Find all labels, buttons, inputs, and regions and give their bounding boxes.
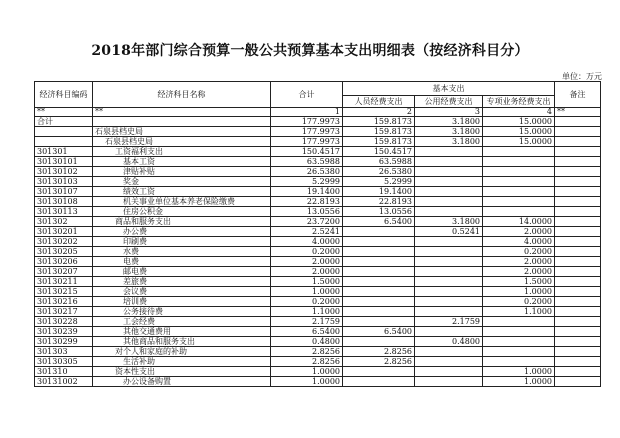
public-cell xyxy=(415,297,483,307)
table-row xyxy=(35,287,601,297)
header-basic: 基本支出 xyxy=(343,82,555,96)
personnel-cell xyxy=(343,367,415,377)
total-cell: 4.0000 xyxy=(271,237,343,247)
code-cell xyxy=(35,137,93,147)
name-cell: 石泉县档史局 xyxy=(93,127,271,137)
public-cell xyxy=(415,187,483,197)
note-cell xyxy=(555,167,601,177)
note-cell xyxy=(555,207,601,217)
note-cell xyxy=(555,307,601,317)
public-cell xyxy=(415,247,483,257)
total-cell: 63.5988 xyxy=(271,157,343,167)
personnel-cell xyxy=(343,227,415,237)
note-cell xyxy=(555,337,601,347)
public-cell xyxy=(415,237,483,247)
special-cell xyxy=(483,347,555,357)
name-cell: 津贴补贴 xyxy=(93,167,271,177)
table-row xyxy=(35,217,601,227)
personnel-cell xyxy=(343,317,415,327)
total-cell: 2.0000 xyxy=(271,267,343,277)
personnel-cell xyxy=(343,257,415,267)
special-cell xyxy=(483,177,555,187)
personnel-cell xyxy=(343,247,415,257)
note-cell xyxy=(555,137,601,147)
total-cell: 22.8193 xyxy=(271,197,343,207)
public-cell xyxy=(415,197,483,207)
special-cell xyxy=(483,197,555,207)
public-cell: 3.1800 xyxy=(415,127,483,137)
personnel-cell: 19.1400 xyxy=(343,187,415,197)
public-cell: 3.1800 xyxy=(415,137,483,147)
special-cell xyxy=(483,157,555,167)
note-cell xyxy=(555,147,601,157)
special-cell: 0.2000 xyxy=(483,247,555,257)
special-cell xyxy=(483,327,555,337)
index-row xyxy=(35,108,601,117)
table-row xyxy=(35,237,601,247)
header-public: 公用经费支出 xyxy=(415,96,483,108)
note-cell xyxy=(555,177,601,187)
note-cell xyxy=(555,187,601,197)
table-row xyxy=(35,337,601,347)
name-cell: 办公设备购置 xyxy=(93,377,271,387)
public-cell xyxy=(415,357,483,367)
note-cell xyxy=(555,157,601,167)
note-cell xyxy=(555,197,601,207)
table-row xyxy=(35,257,601,267)
table-row xyxy=(35,147,601,157)
code-cell: 30130215 xyxy=(35,287,93,297)
name-cell: 石泉县档史局 xyxy=(93,137,271,147)
header-special: 专项业务经费支出 xyxy=(483,96,555,108)
special-cell: 14.0000 xyxy=(483,217,555,227)
note-cell xyxy=(555,267,601,277)
name-cell: 对个人和家庭的补助 xyxy=(93,347,271,357)
total-cell: 1.5000 xyxy=(271,277,343,287)
name-cell: 印刷费 xyxy=(93,237,271,247)
public-cell xyxy=(415,177,483,187)
public-cell xyxy=(415,347,483,357)
table-row xyxy=(35,177,601,187)
name-cell: 工资福利支出 xyxy=(93,147,271,157)
table-row xyxy=(35,117,601,127)
page-title: 2018年部门综合预算一般公共预算基本支出明细表（按经济科目分） xyxy=(91,43,529,59)
special-cell: 1.0000 xyxy=(483,367,555,377)
personnel-cell xyxy=(343,377,415,387)
personnel-cell: 63.5988 xyxy=(343,157,415,167)
personnel-cell: 159.8173 xyxy=(343,127,415,137)
index-cell: ** xyxy=(35,108,93,117)
special-cell xyxy=(483,357,555,367)
name-cell: 其他交通费用 xyxy=(93,327,271,337)
special-cell: 1.1000 xyxy=(483,307,555,317)
code-cell: 30130239 xyxy=(35,327,93,337)
code-cell: 30130103 xyxy=(35,177,93,187)
note-cell xyxy=(555,327,601,337)
table-row xyxy=(35,297,601,307)
code-cell: 30130102 xyxy=(35,167,93,177)
public-cell xyxy=(415,207,483,217)
table-row xyxy=(35,377,601,387)
personnel-cell xyxy=(343,277,415,287)
table-row xyxy=(35,197,601,207)
public-cell xyxy=(415,287,483,297)
personnel-cell: 159.8173 xyxy=(343,137,415,147)
code-cell: 30130216 xyxy=(35,297,93,307)
personnel-cell: 6.5400 xyxy=(343,217,415,227)
special-cell: 4.0000 xyxy=(483,237,555,247)
table-row xyxy=(35,367,601,377)
name-cell: 生活补助 xyxy=(93,357,271,367)
code-cell: 301302 xyxy=(35,217,93,227)
total-cell: 2.5241 xyxy=(271,227,343,237)
total-cell: 19.1400 xyxy=(271,187,343,197)
name-cell: 水费 xyxy=(93,247,271,257)
note-cell xyxy=(555,347,601,357)
index-cell: ** xyxy=(93,108,271,117)
special-cell: 1.5000 xyxy=(483,277,555,287)
note-cell xyxy=(555,217,601,227)
header-personnel: 人员经费支出 xyxy=(343,96,415,108)
note-cell xyxy=(555,377,601,387)
name-cell: 电费 xyxy=(93,257,271,267)
public-cell: 3.1800 xyxy=(415,117,483,127)
total-cell: 26.5380 xyxy=(271,167,343,177)
personnel-cell: 150.4517 xyxy=(343,147,415,157)
special-cell xyxy=(483,317,555,327)
table-row xyxy=(35,227,601,237)
name-cell: 奖金 xyxy=(93,177,271,187)
special-cell xyxy=(483,207,555,217)
personnel-cell xyxy=(343,307,415,317)
personnel-cell xyxy=(343,237,415,247)
code-cell: 30130206 xyxy=(35,257,93,267)
total-cell: 150.4517 xyxy=(271,147,343,157)
note-cell xyxy=(555,247,601,257)
table-row xyxy=(35,137,601,147)
table-row xyxy=(35,127,601,137)
special-cell: 15.0000 xyxy=(483,127,555,137)
table-row xyxy=(35,317,601,327)
expenditure-table xyxy=(34,81,601,387)
personnel-cell xyxy=(343,297,415,307)
total-cell: 1.0000 xyxy=(271,287,343,297)
public-cell xyxy=(415,377,483,387)
name-cell: 工会经费 xyxy=(93,317,271,327)
personnel-cell: 22.8193 xyxy=(343,197,415,207)
personnel-cell: 5.2999 xyxy=(343,177,415,187)
special-cell: 0.2000 xyxy=(483,297,555,307)
total-cell: 2.1759 xyxy=(271,317,343,327)
name-cell xyxy=(93,117,271,127)
special-cell: 15.0000 xyxy=(483,137,555,147)
public-cell xyxy=(415,327,483,337)
public-cell xyxy=(415,307,483,317)
total-cell: 1.0000 xyxy=(271,377,343,387)
index-cell: 3 xyxy=(415,108,483,117)
note-cell xyxy=(555,127,601,137)
personnel-cell: 6.5400 xyxy=(343,327,415,337)
code-cell: 30130217 xyxy=(35,307,93,317)
name-cell: 住房公积金 xyxy=(93,207,271,217)
special-cell xyxy=(483,167,555,177)
special-cell: 15.0000 xyxy=(483,117,555,127)
public-cell xyxy=(415,367,483,377)
header-total: 合计 xyxy=(271,82,343,108)
public-cell: 2.1759 xyxy=(415,317,483,327)
code-cell: 30130205 xyxy=(35,247,93,257)
special-cell: 2.0000 xyxy=(483,227,555,237)
total-cell: 2.0000 xyxy=(271,257,343,267)
total-cell: 0.2000 xyxy=(271,297,343,307)
table-row xyxy=(35,347,601,357)
note-cell xyxy=(555,367,601,377)
name-cell: 绩效工资 xyxy=(93,187,271,197)
special-cell xyxy=(483,147,555,157)
code-cell: 30130207 xyxy=(35,267,93,277)
note-cell xyxy=(555,317,601,327)
note-cell xyxy=(555,357,601,367)
header-code: 经济科目编码 xyxy=(35,82,93,108)
code-cell: 30130113 xyxy=(35,207,93,217)
note-cell xyxy=(555,297,601,307)
personnel-cell: 159.8173 xyxy=(343,117,415,127)
public-cell: 0.4800 xyxy=(415,337,483,347)
table-row xyxy=(35,277,601,287)
special-cell: 1.0000 xyxy=(483,377,555,387)
total-cell: 2.8256 xyxy=(271,357,343,367)
name-cell: 差旅费 xyxy=(93,277,271,287)
personnel-cell xyxy=(343,337,415,347)
public-cell xyxy=(415,147,483,157)
name-cell: 其他商品和服务支出 xyxy=(93,337,271,347)
special-cell xyxy=(483,337,555,347)
personnel-cell: 2.8256 xyxy=(343,347,415,357)
public-cell xyxy=(415,267,483,277)
note-cell xyxy=(555,287,601,297)
total-cell: 5.2999 xyxy=(271,177,343,187)
code-cell: 30130201 xyxy=(35,227,93,237)
name-cell: 资本性支出 xyxy=(93,367,271,377)
total-cell: 0.4800 xyxy=(271,337,343,347)
public-cell xyxy=(415,167,483,177)
table-row xyxy=(35,327,601,337)
public-cell xyxy=(415,257,483,267)
code-cell: 30131002 xyxy=(35,377,93,387)
public-cell xyxy=(415,277,483,287)
code-cell: 30130305 xyxy=(35,357,93,367)
total-cell: 13.0556 xyxy=(271,207,343,217)
special-cell: 2.0000 xyxy=(483,257,555,267)
personnel-cell xyxy=(343,287,415,297)
total-cell: 177.9973 xyxy=(271,117,343,127)
code-cell: 301310 xyxy=(35,367,93,377)
code-cell xyxy=(35,127,93,137)
index-cell: 4 xyxy=(483,108,555,117)
special-cell: 2.0000 xyxy=(483,267,555,277)
total-cell: 177.9973 xyxy=(271,127,343,137)
total-cell: 23.7200 xyxy=(271,217,343,227)
table-row xyxy=(35,187,601,197)
total-cell: 1.0000 xyxy=(271,367,343,377)
name-cell: 邮电费 xyxy=(93,267,271,277)
name-cell: 培训费 xyxy=(93,297,271,307)
index-cell: 1 xyxy=(271,108,343,117)
total-cell: 6.5400 xyxy=(271,327,343,337)
code-cell: 30130101 xyxy=(35,157,93,167)
special-cell: 1.0000 xyxy=(483,287,555,297)
note-cell xyxy=(555,227,601,237)
personnel-cell: 13.0556 xyxy=(343,207,415,217)
total-cell: 2.8256 xyxy=(271,347,343,357)
total-cell: 177.9973 xyxy=(271,137,343,147)
table-row xyxy=(35,167,601,177)
name-cell: 基本工资 xyxy=(93,157,271,167)
name-cell: 办公费 xyxy=(93,227,271,237)
code-cell: 301301 xyxy=(35,147,93,157)
note-cell xyxy=(555,237,601,247)
name-cell: 商品和服务支出 xyxy=(93,217,271,227)
code-cell: 30130107 xyxy=(35,187,93,197)
header-name: 经济科目名称 xyxy=(93,82,271,108)
note-cell xyxy=(555,117,601,127)
table-row xyxy=(35,267,601,277)
note-cell xyxy=(555,277,601,287)
table-row xyxy=(35,157,601,167)
code-cell: 30130299 xyxy=(35,337,93,347)
code-cell: 30130202 xyxy=(35,237,93,247)
table-row xyxy=(35,357,601,367)
name-cell: 机关事业单位基本养老保险缴费 xyxy=(93,197,271,207)
total-cell: 0.2000 xyxy=(271,247,343,257)
code-cell: 合计 xyxy=(35,117,93,127)
table-row xyxy=(35,247,601,257)
index-cell: 2 xyxy=(343,108,415,117)
name-cell: 公务接待费 xyxy=(93,307,271,317)
note-cell xyxy=(555,257,601,267)
code-cell: 301303 xyxy=(35,347,93,357)
public-cell xyxy=(415,157,483,167)
index-cell: ** xyxy=(555,108,601,117)
table-row xyxy=(35,307,601,317)
public-cell: 0.5241 xyxy=(415,227,483,237)
personnel-cell: 26.5380 xyxy=(343,167,415,177)
code-cell: 30130108 xyxy=(35,197,93,207)
personnel-cell xyxy=(343,267,415,277)
unit-label: 单位：万元 xyxy=(562,72,602,81)
public-cell: 3.1800 xyxy=(415,217,483,227)
name-cell: 会议费 xyxy=(93,287,271,297)
header-note: 备注 xyxy=(555,82,601,108)
code-cell: 30130211 xyxy=(35,277,93,287)
special-cell xyxy=(483,187,555,197)
code-cell: 30130228 xyxy=(35,317,93,327)
total-cell: 1.1000 xyxy=(271,307,343,317)
table-row xyxy=(35,207,601,217)
personnel-cell: 2.8256 xyxy=(343,357,415,367)
